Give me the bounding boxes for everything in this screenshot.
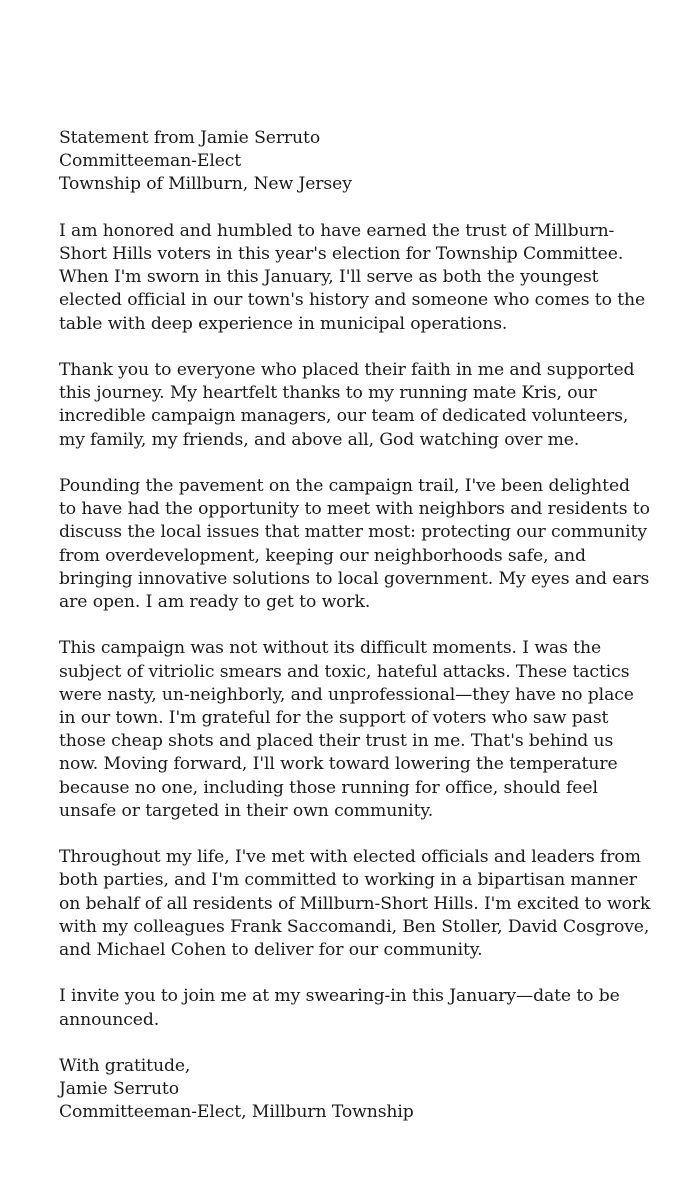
header-location-line: Township of Millburn, New Jersey [59,174,352,195]
paragraph-difficult-moments: This campaign was not without its difficult moments. I was the subject of vitriolic smears and toxic, hateful attacks. These tactics were nasty, un-neighborly, and unprofessional—they have no place in our town. I'm grateful for the support of voters who saw past those cheap shots and placed their trust in me. That's behind us now. Moving forward, I'll work toward lowering the temperature because no one, including those running for office, should feel unsafe or targeted in their own community. [59,638,634,821]
statement-closing [59,1055,651,1125]
paragraph-campaign-trail: Pounding the pavement on the campaign trail, I've been delighted to have had the opportunity to meet with neighbors and residents to discuss the local issues that matter most: protecting our community from overdevelopment, keeping our neighborhoods safe, and bringing innovative solutions to local government. My eyes and ears are open. I am ready to get to work. [59,476,650,613]
closing-signature-name: Jamie Serruto [59,1079,179,1100]
paragraph-bipartisan: Throughout my life, I've met with elected officials and leaders from both parties, and I'm committed to working in a bipartisan manner on behalf of all residents of Millburn-Short Hills. I'm excited to work with my colleagues Frank Saccomandi, Ben Stoller, David Cosgrove, and Michael Cohen to deliver for our community. [59,847,651,961]
statement-document [59,127,651,1125]
paragraph-thanks: Thank you to everyone who placed their faith in me and supported this journey. My heartfelt thanks to my running mate Kris, our incredible campaign managers, our team of dedicated volunteers, my family, my friends, and above all, God watching over me. [59,360,635,450]
closing-salutation: With gratitude, [59,1056,191,1077]
header-title-line: Statement from Jamie Serruto [59,128,321,148]
closing-signature-title: Committeeman-Elect, Millburn Township [59,1102,414,1123]
header-role-line: Committeeman-Elect [59,151,242,172]
statement-header [59,127,651,197]
paragraph-invitation: I invite you to join me at my swearing-in this January—date to be announced. [59,986,620,1030]
paragraph-gratitude-election: I am honored and humbled to have earned the trust of Millburn-Short Hills voters in this year's election for Township Committee. When I'm sworn in this January, I'll serve as both the youngest elected official in our town's history and someone who comes to the table with deep experience in municipal operations. [59,220,646,334]
